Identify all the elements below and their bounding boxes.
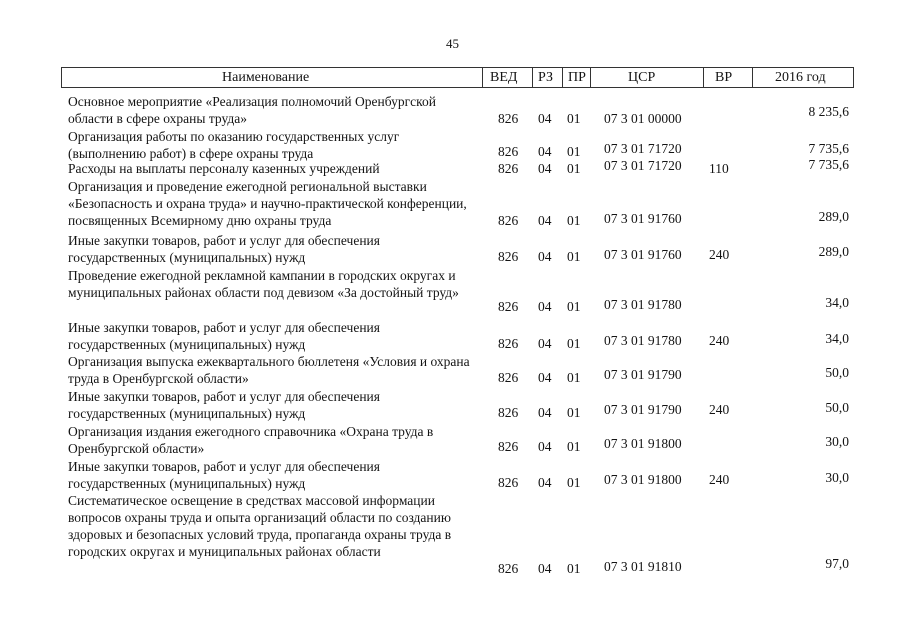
row-amount: 34,0: [825, 295, 849, 310]
header-rz: РЗ: [538, 70, 553, 85]
row-ved: 826: [498, 144, 519, 159]
row-ved: 826: [498, 213, 519, 228]
row-pr: 01: [567, 111, 581, 126]
row-csr: 07 3 01 91800: [604, 472, 682, 487]
row-pr: 01: [567, 336, 581, 351]
row-amount: 30,0: [825, 434, 849, 449]
row-amount: 30,0: [825, 470, 849, 485]
row-amount: 7 735,6: [808, 141, 849, 156]
header-ved: ВЕД: [490, 70, 518, 85]
row-pr: 01: [567, 299, 581, 314]
row-rz: 04: [538, 475, 552, 490]
row-pr: 01: [567, 370, 581, 385]
row-pr: 01: [567, 439, 581, 454]
row-name: Иные закупки товаров, работ и услуг для обеспечения государственных (муниципальных) нужд: [68, 459, 380, 491]
header-pr: ПР: [568, 70, 586, 85]
row-csr: 07 3 01 91810: [604, 559, 682, 574]
row-name: Расходы на выплаты персоналу казенных учреждений: [68, 161, 380, 176]
row-ved: 826: [498, 336, 519, 351]
row-amount: 34,0: [825, 331, 849, 346]
row-amount: 8 235,6: [808, 104, 849, 119]
row-rz: 04: [538, 249, 552, 264]
row-vr: 240: [709, 333, 730, 348]
row-rz: 04: [538, 561, 552, 576]
row-rz: 04: [538, 336, 552, 351]
row-name: Иные закупки товаров, работ и услуг для обеспечения государственных (муниципальных) нужд: [68, 320, 380, 352]
row-csr: 07 3 01 91800: [604, 436, 682, 451]
row-name: Основное мероприятие «Реализация полномочий Оренбургской области в сфере охраны труда»: [68, 94, 436, 126]
row-name: Иные закупки товаров, работ и услуг для обеспечения государственных (муниципальных) нужд: [68, 233, 380, 265]
row-ved: 826: [498, 439, 519, 454]
row-csr: 07 3 01 91760: [604, 211, 682, 226]
row-rz: 04: [538, 213, 552, 228]
row-ved: 826: [498, 111, 519, 126]
row-pr: 01: [567, 144, 581, 159]
row-pr: 01: [567, 405, 581, 420]
row-vr: 240: [709, 402, 730, 417]
row-amount: 289,0: [818, 244, 849, 259]
row-name: Систематическое освещение в средствах массовой информации вопросов охраны труда и опыта организаций области по созданию здоровых и безопасных условий труда, пропаганда охраны труда в городских округах и муниципальных районах области: [68, 493, 452, 559]
row-amount: 50,0: [825, 365, 849, 380]
row-amount: 97,0: [825, 556, 849, 571]
row-csr: 07 3 01 91780: [604, 333, 682, 348]
row-pr: 01: [567, 475, 581, 490]
row-rz: 04: [538, 439, 552, 454]
row-csr: 07 3 01 91760: [604, 247, 682, 262]
row-ved: 826: [498, 405, 519, 420]
row-ved: 826: [498, 299, 519, 314]
row-name: Организация и проведение ежегодной региональной выставки «Безопасность и охрана труда» и научно-практической конференции, посвященных Всемирному дню охраны труда: [68, 179, 467, 228]
row-name: Проведение ежегодной рекламной кампании в городских округах и муниципальных районах области под девизом «За достойный труд»: [68, 268, 459, 300]
header-vr: ВР: [715, 70, 733, 85]
table-header: [61, 67, 854, 88]
row-ved: 826: [498, 475, 519, 490]
row-csr: 07 3 01 91790: [604, 402, 682, 417]
row-csr: 07 3 01 91790: [604, 367, 682, 382]
row-csr: 07 3 01 71720: [604, 141, 682, 156]
row-csr: 07 3 01 91780: [604, 297, 682, 312]
row-vr: 240: [709, 247, 730, 262]
header-name: Наименование: [222, 70, 310, 85]
row-vr: 110: [709, 161, 729, 176]
row-amount: 7 735,6: [808, 157, 849, 172]
row-pr: 01: [567, 213, 581, 228]
row-ved: 826: [498, 370, 519, 385]
row-ved: 826: [498, 561, 519, 576]
row-csr: 07 3 01 71720: [604, 158, 682, 173]
row-amount: 289,0: [818, 209, 849, 224]
row-csr: 07 3 01 00000: [604, 111, 682, 126]
row-amount: 50,0: [825, 400, 849, 415]
header-csr: ЦСР: [628, 70, 656, 85]
row-rz: 04: [538, 144, 552, 159]
row-name: Организация работы по оказанию государственных услуг (выполнению работ) в сфере охраны труда: [68, 129, 400, 161]
row-pr: 01: [567, 249, 581, 264]
row-rz: 04: [538, 405, 552, 420]
row-pr: 01: [567, 561, 581, 576]
page-number: 45: [446, 36, 459, 51]
row-name: Организация издания ежегодного справочника «Охрана труда в Оренбургской области»: [68, 424, 434, 456]
row-rz: 04: [538, 161, 552, 176]
row-ved: 826: [498, 161, 519, 176]
row-rz: 04: [538, 370, 552, 385]
row-name: Иные закупки товаров, работ и услуг для обеспечения государственных (муниципальных) нужд: [68, 389, 380, 421]
header-year: 2016 год: [775, 70, 826, 85]
row-name: Организация выпуска ежеквартального бюллетеня «Условия и охрана труда в Оренбургской области»: [68, 354, 470, 386]
row-rz: 04: [538, 299, 552, 314]
row-pr: 01: [567, 161, 581, 176]
row-rz: 04: [538, 111, 552, 126]
row-ved: 826: [498, 249, 519, 264]
row-vr: 240: [709, 472, 730, 487]
